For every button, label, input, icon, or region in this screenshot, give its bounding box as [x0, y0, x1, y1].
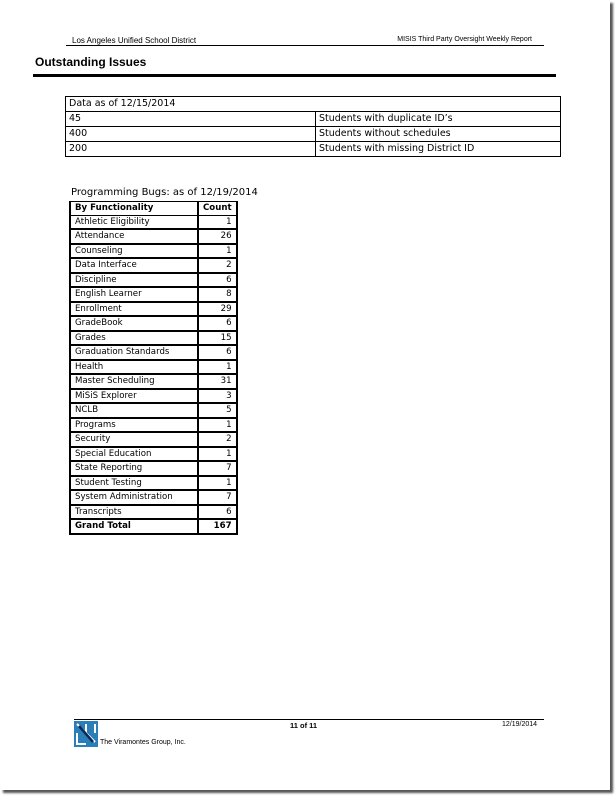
section-divider: [33, 74, 556, 77]
functionality-name: Counseling: [70, 244, 198, 259]
issues-caption-row: [66, 97, 561, 112]
functionality-count: 5: [198, 403, 237, 418]
functionality-name: Attendance: [70, 229, 198, 244]
grand-total-count: 167: [198, 519, 237, 534]
table-row: [66, 127, 561, 142]
functionality-name: NCLB: [70, 403, 198, 418]
functionality-name: State Reporting: [70, 461, 198, 476]
table-row: [70, 490, 237, 505]
functionality-name: Grades: [70, 331, 198, 346]
table-row: [70, 374, 237, 389]
issues-caption: Data as of 12/15/2014: [66, 97, 561, 112]
functionality-name: Special Education: [70, 447, 198, 462]
functionality-count: 2: [198, 258, 237, 273]
functionality-name: GradeBook: [70, 316, 198, 331]
functionality-name: System Administration: [70, 490, 198, 505]
footer-page-number: 11 of 11: [290, 721, 318, 730]
functionality-count: 7: [198, 461, 237, 476]
functionality-name: Master Scheduling: [70, 374, 198, 389]
footer-date: 12/19/2014: [502, 721, 538, 728]
functionality-count: 6: [198, 505, 237, 520]
bugs-caption: Programming Bugs: as of 12/19/2014: [71, 187, 258, 198]
functionality-name: Athletic Eligibility: [70, 215, 198, 229]
issue-value: 400: [66, 127, 316, 142]
table-row: [70, 418, 237, 433]
table-row: [70, 476, 237, 491]
header-district: Los Angeles Unified School District: [72, 36, 197, 45]
functionality-count: 6: [198, 316, 237, 331]
functionality-count: 29: [198, 302, 237, 317]
issue-value: 200: [66, 142, 316, 157]
functionality-name: Discipline: [70, 273, 198, 288]
table-row: [70, 447, 237, 462]
issue-description: Students with missing District ID: [316, 142, 561, 157]
functionality-name: Programs: [70, 418, 198, 433]
functionality-name: MiSiS Explorer: [70, 389, 198, 404]
functionality-count: 26: [198, 229, 237, 244]
functionality-count: 31: [198, 374, 237, 389]
table-row: [70, 345, 237, 360]
grand-total-label: Grand Total: [70, 519, 198, 534]
table-row: [70, 505, 237, 520]
functionality-count: 1: [198, 215, 237, 229]
functionality-count: 3: [198, 389, 237, 404]
section-title: Outstanding Issues: [35, 55, 147, 69]
table-row: [70, 389, 237, 404]
header-divider: [66, 45, 544, 46]
functionality-count: 6: [198, 345, 237, 360]
functionality-count: 15: [198, 331, 237, 346]
table-row: [70, 215, 237, 229]
functionality-name: Student Testing: [70, 476, 198, 491]
table-row: [70, 244, 237, 259]
issue-description: Students without schedules: [316, 127, 561, 142]
bugs-table: [69, 201, 238, 535]
bugs-header-row: [70, 202, 237, 216]
functionality-count: 7: [198, 490, 237, 505]
table-row: [70, 461, 237, 476]
header-functionality: By Functionality: [70, 202, 198, 216]
table-row: [70, 302, 237, 317]
issues-table: [65, 96, 561, 157]
functionality-count: 1: [198, 418, 237, 433]
grand-total-row: [70, 519, 237, 534]
table-row: [70, 229, 237, 244]
functionality-count: 1: [198, 447, 237, 462]
functionality-name: Graduation Standards: [70, 345, 198, 360]
functionality-name: Transcripts: [70, 505, 198, 520]
table-row: [70, 258, 237, 273]
functionality-name: Data Interface: [70, 258, 198, 273]
functionality-count: 6: [198, 273, 237, 288]
functionality-count: 1: [198, 476, 237, 491]
functionality-count: 8: [198, 287, 237, 302]
functionality-name: Security: [70, 432, 198, 447]
table-row: [70, 316, 237, 331]
functionality-count: 1: [198, 244, 237, 259]
table-row: [66, 112, 561, 127]
table-row: [70, 432, 237, 447]
functionality-count: 1: [198, 360, 237, 375]
footer-company: The Viramontes Group, Inc.: [100, 739, 186, 746]
table-row: [70, 331, 237, 346]
table-row: [70, 273, 237, 288]
header-report-title: MISIS Third Party Oversight Weekly Report: [397, 36, 532, 43]
functionality-name: Health: [70, 360, 198, 375]
issue-value: 45: [66, 112, 316, 127]
table-row: [66, 142, 561, 157]
functionality-name: Enrollment: [70, 302, 198, 317]
table-row: [70, 287, 237, 302]
header-count: Count: [198, 202, 237, 216]
issue-description: Students with duplicate ID’s: [316, 112, 561, 127]
functionality-name: English Learner: [70, 287, 198, 302]
table-row: [70, 403, 237, 418]
table-row: [70, 360, 237, 375]
footer-divider: [74, 719, 544, 720]
functionality-count: 2: [198, 432, 237, 447]
viramontes-logo-icon: [74, 721, 98, 747]
bugs-body: [70, 215, 237, 519]
